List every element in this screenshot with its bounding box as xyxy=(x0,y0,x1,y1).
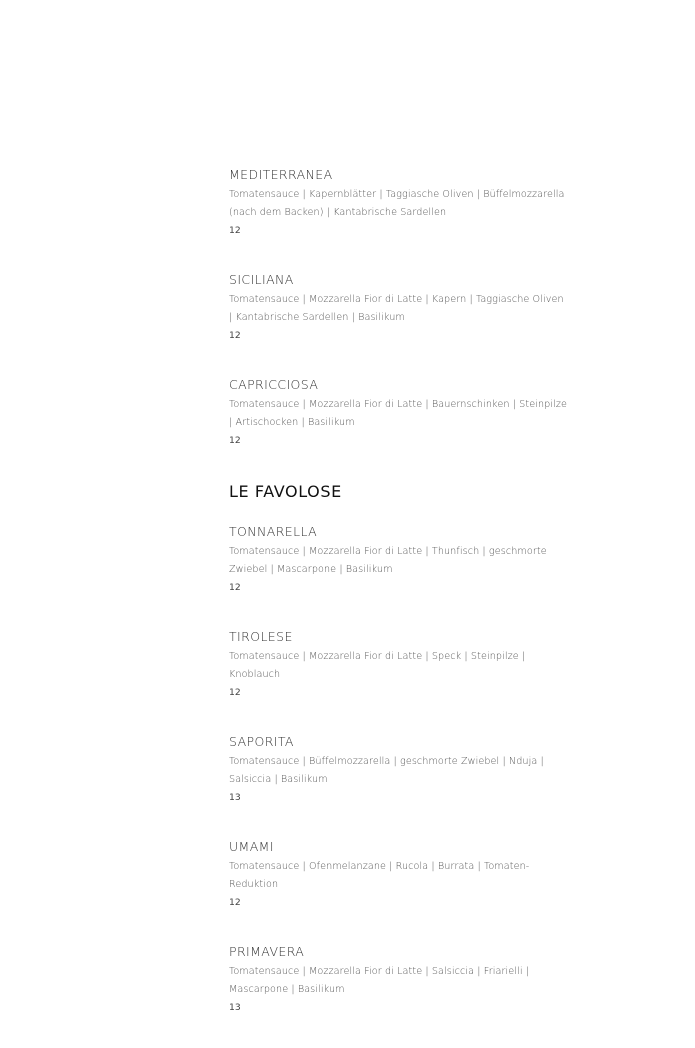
menu-item-name: UMAMI xyxy=(229,839,274,854)
section-title: LE FAVOLOSE xyxy=(229,482,342,501)
menu-item-price: 13 xyxy=(229,792,241,803)
menu-item-description: Tomatensauce | Kapernblätter | Taggiasche Oliven | Büffelmozzarella (nach dem Backen) | Kantabrische Sardellen xyxy=(229,189,565,218)
menu-item xyxy=(229,271,569,345)
menu-item-name: TONNARELLA xyxy=(229,524,318,539)
menu-item-description: Tomatensauce | Mozzarella Fior di Latte | Bauernschinken | Steinpilze | Artischocken | Basilikum xyxy=(229,399,568,428)
menu-item xyxy=(229,628,569,702)
menu-item-name: CAPRICCIOSA xyxy=(229,377,319,392)
menu-item-description: Tomatensauce | Mozzarella Fior di Latte | Salsiccia | Friarielli | Mascarpone | Basilikum xyxy=(229,966,530,995)
menu-item-description: Tomatensauce | Mozzarella Fior di Latte | Thunfisch | geschmorte Zwiebel | Mascarpone | Basilikum xyxy=(229,546,547,575)
menu-section-classics xyxy=(229,166,569,450)
menu-item-description: Tomatensauce | Mozzarella Fior di Latte | Kapern | Taggiasche Oliven | Kantabrische Sardellen | Basilikum xyxy=(229,294,564,323)
menu-item-price: 12 xyxy=(229,687,241,698)
menu-item xyxy=(229,166,569,240)
menu-item-price: 12 xyxy=(229,225,241,236)
menu-item-price: 12 xyxy=(229,582,241,593)
menu-item-price: 12 xyxy=(229,897,241,908)
menu-item-description: Tomatensauce | Büffelmozzarella | geschmorte Zwiebel | Nduja | Salsiccia | Basilikum xyxy=(229,756,544,785)
menu-page xyxy=(229,166,569,1048)
menu-item-price: 12 xyxy=(229,435,241,446)
menu-item-description: Tomatensauce | Mozzarella Fior di Latte | Speck | Steinpilze | Knoblauch xyxy=(229,651,526,680)
menu-item-name: SICILIANA xyxy=(229,272,294,287)
menu-item-price: 13 xyxy=(229,1002,241,1013)
menu-item-name: SAPORITA xyxy=(229,734,294,749)
menu-item-name: MEDITERRANEA xyxy=(229,167,333,182)
menu-item xyxy=(229,523,569,597)
menu-item-description: Tomatensauce | Ofenmelanzane | Rucola | Burrata | Tomaten-Reduktion xyxy=(229,861,530,890)
menu-item-name: TIROLESE xyxy=(229,629,293,644)
menu-item xyxy=(229,733,569,807)
menu-item-price: 12 xyxy=(229,330,241,341)
menu-item-name: PRIMAVERA xyxy=(229,944,305,959)
menu-item xyxy=(229,943,569,1017)
menu-section-le-favolose xyxy=(229,481,569,1017)
menu-item xyxy=(229,838,569,912)
menu-item xyxy=(229,376,569,450)
